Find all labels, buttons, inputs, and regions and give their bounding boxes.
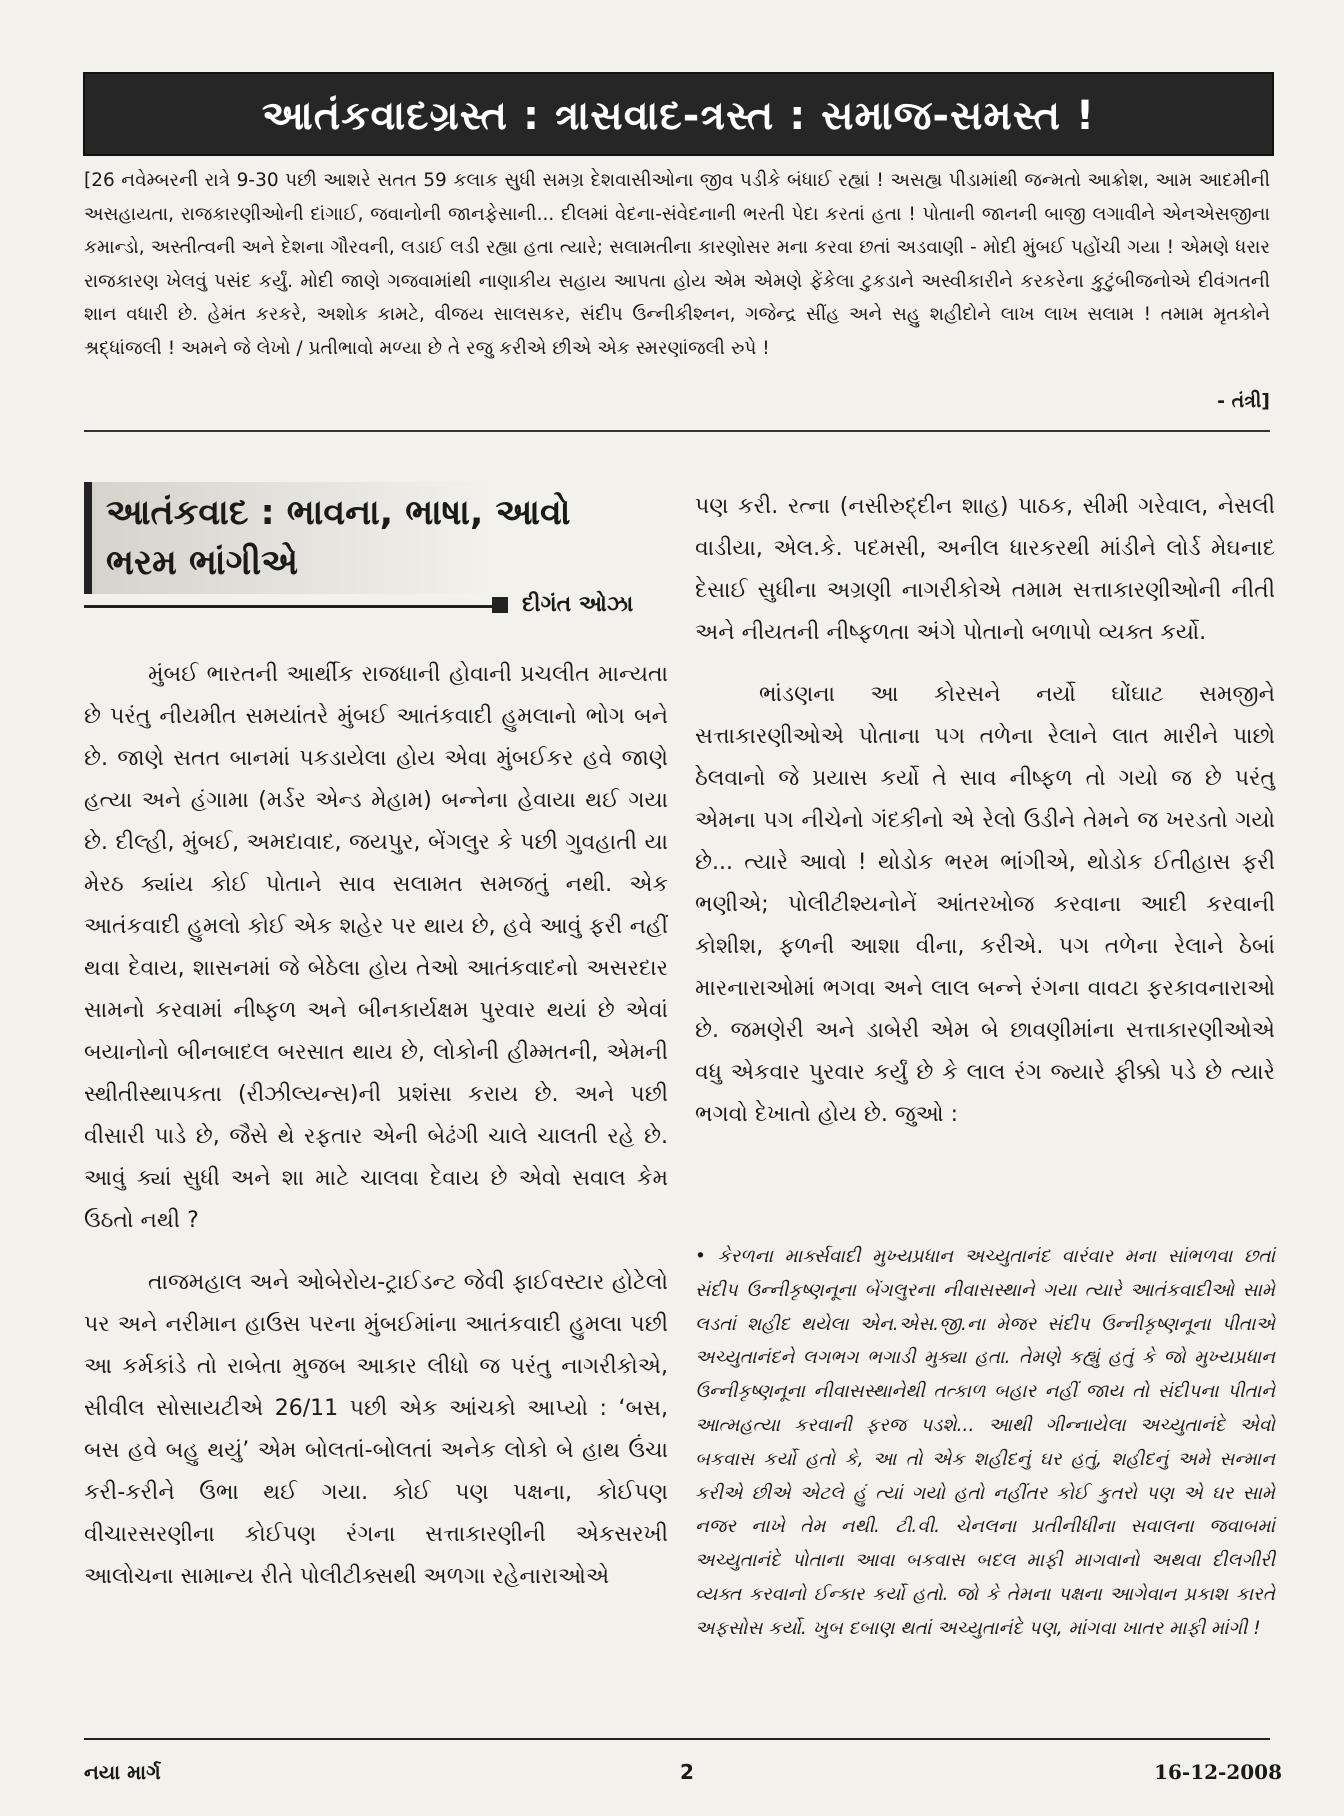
article-title bbox=[84, 482, 668, 594]
footer-rule bbox=[84, 1738, 1270, 1740]
issue-date: 16-12-2008 bbox=[1154, 1760, 1282, 1784]
paragraph: પણ કરી. રત્ના (નસીરુદ્દીન શાહ) પાઠક, સીમી ગરેવાલ, નેસલી વાડીયા, એલ.કે. પદમસી, અનીલ ધારકરથી માંડીને લોર્ડ મેઘનાદ દેસાઈ સુધીના અગ્રણી નાગરીકોએ તમામ સત્તાકારણીઓની નીતી અને નીયતની નીષ્ફળતા અંગે પોતાનો બળાપો વ્યક્ત કર્યો. bbox=[695, 494, 1275, 645]
right-column bbox=[695, 486, 1275, 1136]
paragraph: ભાંડણના આ કોરસને નર્યો ઘોંઘાટ સમજીને સત્તાકારણીઓએ પોતાના પગ તળેના રેલાને લાત મારીને પાછો ઠેલવાનો જે પ્રયાસ કર્યો તે સાવ નીષ્ફળ તો ગયો જ છે પરંતુ એમના પગ નીચેનો ગંદકીનો એ રેલો ઉડીને તેમને જ ખરડતો ગયો છે... ત્યારે આવો ! થોડોક ભરમ ભાંગીએ, થોડોક ઈતીહાસ ફરી ભણીએ; પોલીટીશ્યનોનેં આંતરખોજ કરવાના આદી કરવાની કોશીશ, ફળની આશા વીના, કરીએ. પગ તળેના રેલાને ઠેબાં મારનારાઓમાં ભગવા અને લાલ બન્ને રંગના વાવટા ફરકાવનારાઓ છે. જમણેરી અને ડાબેરી એમ બે છાવણીમાંના સત્તાકારણીઓએ વધુ એકવાર પુરવાર કર્યું છે કે લાલ રંગ જ્યારે ફીક્કો પડે છે ત્યારે ભગવો દેખાતો હોય છે. જુઓ : bbox=[695, 682, 1275, 1127]
title-line-2: ભરમ ભાંગીએ bbox=[106, 543, 299, 583]
editor-intro: [26 નવેમ્બરની રાત્રે 9-30 પછી આશરે સતત 59 કલાક સુધી સમગ્ર દેશવાસીઓના જીવ પડીકે બંધાઈ રહ્યાં ! અસહ્ય પીડામાંથી જન્મતો આક્રોશ, આમ આદમીની અસહાયતા, રાજકારણીઓની દાંગાઈ, જવાનોની જાનફેસાની... દીલમાં વેદના-સંવેદનાની ભરતી પેદા કરતાં હતા ! પોતાની જાનની બાજી લગાવીને એનએસજીના કમાન્ડો, અસ્તીત્વની અને દેશના ગૌરવની, લડાઈ લડી રહ્યા હતા ત્યારે; સલામતીના કારણોસર મના કરવા છતાં અડવાણી - મોદી મુંબઈ પહોંચી ગયા ! એમણે ધરાર રાજકારણ ખેલવું પસંદ કર્યું. મોદી જાણે ગજવામાંથી નાણાકીય સહાય આપતા હોય એમ એમણે ફેંકેલા ટુકડાને અસ્વીકારીને કરકરેના કુટુંબીજનોએ દીવંગતની શાન વધારી છે. હેમંત કરકરે, અશોક કામટે, વીજય સાલસકર, સંદીપ ઉન્નીકીશ્નન, ગજેન્દ્ર સીંહ અને સહુ શહીદોને લાખ લાખ સલામ ! તમામ મૃતકોને શ્રદ્ધાંજલી ! અમને જે લેખો / પ્રતીભાવો મળ્યા છે તે રજુ કરીએ છીએ એક સ્મરણાંજલી રુપે ! bbox=[84, 170, 1270, 359]
left-column bbox=[84, 654, 668, 1598]
paragraph: તાજમહાલ અને ઓબેરોય-ટ્રાઈડન્ટ જેવી ફાઈવસ્ટાર હોટેલો પર અને નરીમાન હાઉસ પરના મુંબઈમાંના આતંકવાદી હુમલા પછી આ કર્મકાંડે તો રાબેતા મુજબ આકાર લીધો જ પરંતુ નાગરીકોએ, સીવીલ સોસાયટીએ 26/11 પછી એક આંચકો આપ્યો : ‘બસ, બસ હવે બહુ થયું’ એમ બોલતાં-બોલતાં અનેક લોકો બે હાથ ઉંચા કરી-કરીને ઉભા થઈ ગયા. કોઈ પણ પક્ષના, કોઈપણ વીચારસરણીના કોઈપણ રંગના સત્તાકારણીની એકસરખી આલોચના સામાન્ય રીતે પોલીટીક્સથી અળગા રહેનારાઓએ bbox=[84, 1270, 668, 1589]
divider bbox=[84, 430, 1270, 432]
bullet-note: • કેરળના માર્ક્સવાદી મુખ્યપ્રધાન અચ્યુતાનંદ વારંવાર મના સાંભળવા છતાં સંદીપ ઉન્નીકૃષ્ણનૂના બેંગલુરના નીવાસસ્થાને ગયા ત્યારે આતંકવાદીઓ સામે લડતાં શહીદ થયેલા એન.એસ.જી.ના મેજર સંદીપ ઉન્નીકૃષ્ણનૂના પીતાએ અચ્યુતાનંદને લગભગ ભગાડી મુક્યા હતા. તેમણે કહ્યું હતું કે જો મુખ્યપ્રધાન ઉન્નીકૃષ્ણનૂના નીવાસસ્થાનેથી તત્કાળ બહાર નહીં જાય તો સંદીપના પીતાને આત્મહત્યા કરવાની ફરજ પડશે... આથી ગીન્નાયેલા અચ્યુતાનંદે એવો બકવાસ કર્યો હતો કે, આ તો એક શહીદનું ઘર હતું, શહીદનું અમે સન્માન કરીએ છીએ એટલે હું ત્યાં ગયો હતો નહીંતર કોઈ કુતરો પણ એ ઘર સામે નજર નાખે તેમ નથી. ટી.વી. ચેનલના પ્રતીનીધીના સવાલના જવાબમાં અચ્યુતાનંદે પોતાના આવા બકવાસ બદલ માફી માગવાનો અથવા દીલગીરી વ્યક્ત કરવાનો ઈન્કાર કર્યો હતો. જો કે તેમના પક્ષના આગેવાન પ્રકાશ કારતે અફસોસ કર્યો. ખુબ દબાણ થતાં અચ્યુતાનંદે પણ, માંગવા ખાતર માફી માંગી ! bbox=[695, 1246, 1275, 1639]
byline-marker bbox=[492, 597, 508, 613]
publication-name: નયા માર્ગ bbox=[84, 1760, 161, 1784]
page-banner: આતંકવાદગ્રસ્ત : ત્રાસવાદ-ત્રસ્ત : સમાજ-સમસ્ત ! bbox=[83, 72, 1274, 156]
editor-signature: - તંત્રી] bbox=[1217, 390, 1270, 412]
page-number: 2 bbox=[680, 1760, 694, 1784]
paragraph: મુંબઈ ભારતની આર્થીક રાજધાની હોવાની પ્રચલીત માન્યતા છે પરંતુ નીયમીત સમયાંતરે મુંબઈ આતંકવાદી હુમલાનો ભોગ બને છે. જાણે સતત બાનમાં પકડાયેલા હોય એવા મુંબઈકર હવે જાણે હત્યા અને હંગામા (મર્ડર એન્ડ મેહામ) બન્નેના હેવાયા થઈ ગયા છે. દીલ્હી, મુંબઈ, અમદાવાદ, જયપુર, બેંગલુર કે પછી ગુવહાતી યા મેરઠ ક્યાંય કોઈ પોતાને સાવ સલામત સમજતું નથી. એક આતંકવાદી હુમલો કોઈ એક શહેર પર થાય છે, હવે આવું ફરી નહીં થવા દેવાય, શાસનમાં જે બેઠેલા હોય તેઓ આતંકવાદનો અસરદાર સામનો કરવામાં નીષ્ફળ અને બીનકાર્યક્ષમ પુરવાર થયાં છે એવાં બયાનોનો બીનબાદલ બરસાત થાય છે, લોકોની હીમ્મતની, એમની સ્થીતીસ્થાપકતા (રીઝીલ્યન્સ)ની પ્રશંસા કરાય છે. અને પછી વીસારી પાડે છે, જૈસે થે રફતાર એની બેઢંગી ચાલે ચાલતી રહે છે. આવું ક્યાં સુધી અને શા માટે ચાલવા દેવાય છે એવો સવાલ કેમ ઉઠતો નથી ? bbox=[84, 662, 668, 1233]
byline-rule bbox=[84, 605, 502, 608]
title-line-1: આતંકવાદ : ભાવના, ભાષા, આવો bbox=[106, 493, 571, 533]
author-byline: દીગંત ઓઝા bbox=[522, 592, 634, 617]
